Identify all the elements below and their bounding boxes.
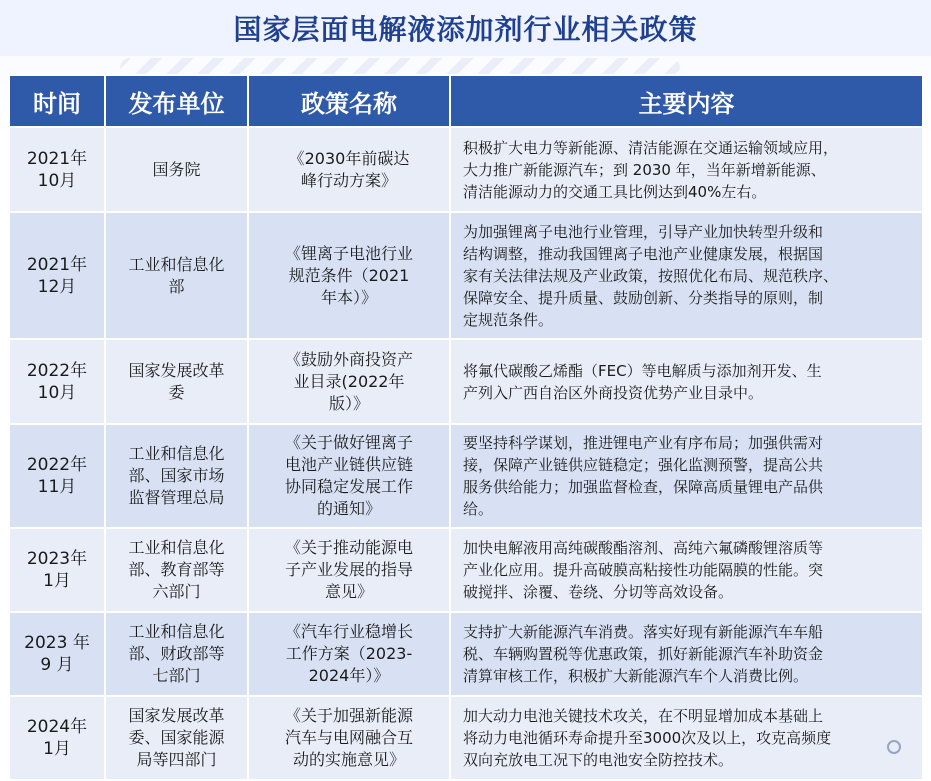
row-policy: 《关于做好锂离子 电池产业链供应链 协同稳定发展工作 的通知》	[248, 424, 450, 528]
logo-icon	[887, 740, 901, 754]
policy-table	[8, 74, 924, 781]
watermark-logo	[887, 738, 901, 756]
row-time: 2022年 11月	[9, 424, 105, 528]
row-content: 为加强锂离子电池行业管理，引导产业加快转型升级和 结构调整，推动我国锂离子电池产业健康发展，根据国 家有关法律法规及产业政策，按照优化布局、规范秩序、 保障安全、提升质量、鼓励创新、分类指导的原则，制 定规范条件。	[450, 212, 923, 339]
row-content: 将氟代碳酸乙烯酯（FEC）等电解质与添加剂开发、生 产列入广西自治区外商投资优势产业目录中。	[450, 339, 923, 424]
row-org: 国家发展改革 委	[105, 339, 248, 424]
row-org: 工业和信息化 部、教育部等 六部门	[105, 528, 248, 612]
table-row	[9, 696, 923, 780]
table-row	[9, 612, 923, 696]
row-policy: 《鼓励外商投资产 业目录(2022年 版）》	[248, 339, 450, 424]
row-org: 国家发展改革 委、国家能源 局等四部门	[105, 696, 248, 780]
row-policy: 《2030年前碳达 峰行动方案》	[248, 127, 450, 212]
page-title: 国家层面电解液添加剂行业相关政策	[233, 13, 698, 46]
row-time: 2023年 1月	[9, 528, 105, 612]
row-org: 国务院	[105, 127, 248, 212]
row-org: 工业和信息化 部、国家市场 监督管理总局	[105, 424, 248, 528]
table-row	[9, 424, 923, 528]
row-content: 支持扩大新能源汽车消费。落实好现有新能源汽车车船 税、车辆购置税等优惠政策，抓好新能源汽车补助资金 清算审核工作，积极扩大新能源汽车个人消费比例。	[450, 612, 923, 696]
row-time: 2024年 1月	[9, 696, 105, 780]
row-time: 2021年 10月	[9, 127, 105, 212]
row-time: 2022年 10月	[9, 339, 105, 424]
header-org: 发布单位	[105, 75, 248, 127]
row-content: 积极扩大电力等新能源、清洁能源在交通运输领域应用， 大力推广新能源汽车；到 2030 年，当年新增新能源、 清洁能源动力的交通工具比例达到40%左右。	[450, 127, 923, 212]
table-row	[9, 528, 923, 612]
row-time: 2021年 12月	[9, 212, 105, 339]
row-policy: 《汽车行业稳增长 工作方案（2023- 2024年）》	[248, 612, 450, 696]
title-bar	[0, 0, 931, 56]
table-header-row	[9, 75, 923, 127]
table-row	[9, 212, 923, 339]
header-content: 主要内容	[450, 75, 923, 127]
row-policy: 《关于推动能源电 子产业发展的指导 意见》	[248, 528, 450, 612]
row-policy: 《锂离子电池行业 规范条件（2021 年本）》	[248, 212, 450, 339]
row-org: 工业和信息化 部、财政部等 七部门	[105, 612, 248, 696]
row-content: 加快电解液用高纯碳酸酯溶剂、高纯六氟磷酸锂溶质等 产业化应用。提升高破膜高粘接性功能隔膜的性能。突 破搅拌、涂覆、卷绕、分切等高效设备。	[450, 528, 923, 612]
table-row	[9, 127, 923, 212]
row-policy: 《关于加强新能源 汽车与电网融合互 动的实施意见》	[248, 696, 450, 780]
row-time: 2023 年 9 月	[9, 612, 105, 696]
row-content: 要坚持科学谋划，推进锂电产业有序布局；加强供需对 接，保障产业链供应链稳定；强化监测预警，提高公共 服务供给能力；加强监督检查，保障高质量锂电产品供 给。	[450, 424, 923, 528]
row-content: 加大动力电池关键技术攻关，在不明显增加成本基础上 将动力电池循环寿命提升至3000次及以上，攻克高频度 双向充放电工况下的电池安全防控技术。	[450, 696, 923, 780]
header-time: 时间	[9, 75, 105, 127]
row-org: 工业和信息化 部	[105, 212, 248, 339]
table-row	[9, 339, 923, 424]
header-policy: 政策名称	[248, 75, 450, 127]
